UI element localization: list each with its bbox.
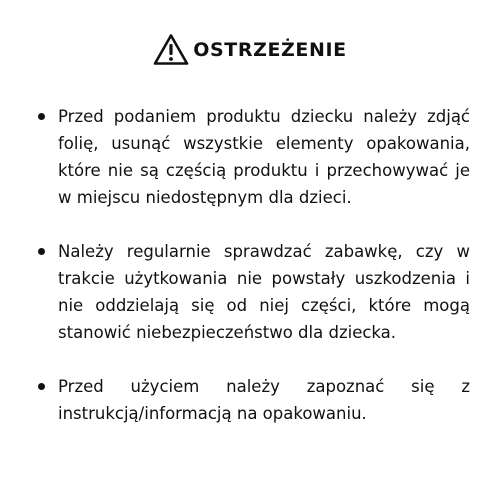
bullet-icon (38, 113, 45, 120)
bullet-icon (38, 248, 45, 255)
bullet-icon (38, 383, 45, 390)
list-item (38, 238, 470, 346)
list-item-text: Przed podaniem produktu dziecku należy zdjąć folię, usunąć wszystkie elementy opakowania, które nie są częścią produktu i przechowywać je w miejscu niedostępnym dla dzieci. (58, 107, 470, 207)
warning-title: OSTRZEŻENIE (193, 38, 347, 61)
list-item-text: Przed użyciem należy zapoznać się z instrukcją/informacją na opakowaniu. (58, 377, 470, 423)
warning-list (38, 103, 470, 454)
warning-triangle-icon (153, 33, 189, 66)
warning-header (0, 33, 500, 66)
list-item-text: Należy regularnie sprawdzać zabawkę, czy w trakcie użytkowania nie powstały uszkodzenia i nie oddzielają się od niej części, które mogą stanowić niebezpieczeństwo dla dziecka. (58, 242, 470, 342)
list-item (38, 103, 470, 211)
list-item (38, 373, 470, 427)
